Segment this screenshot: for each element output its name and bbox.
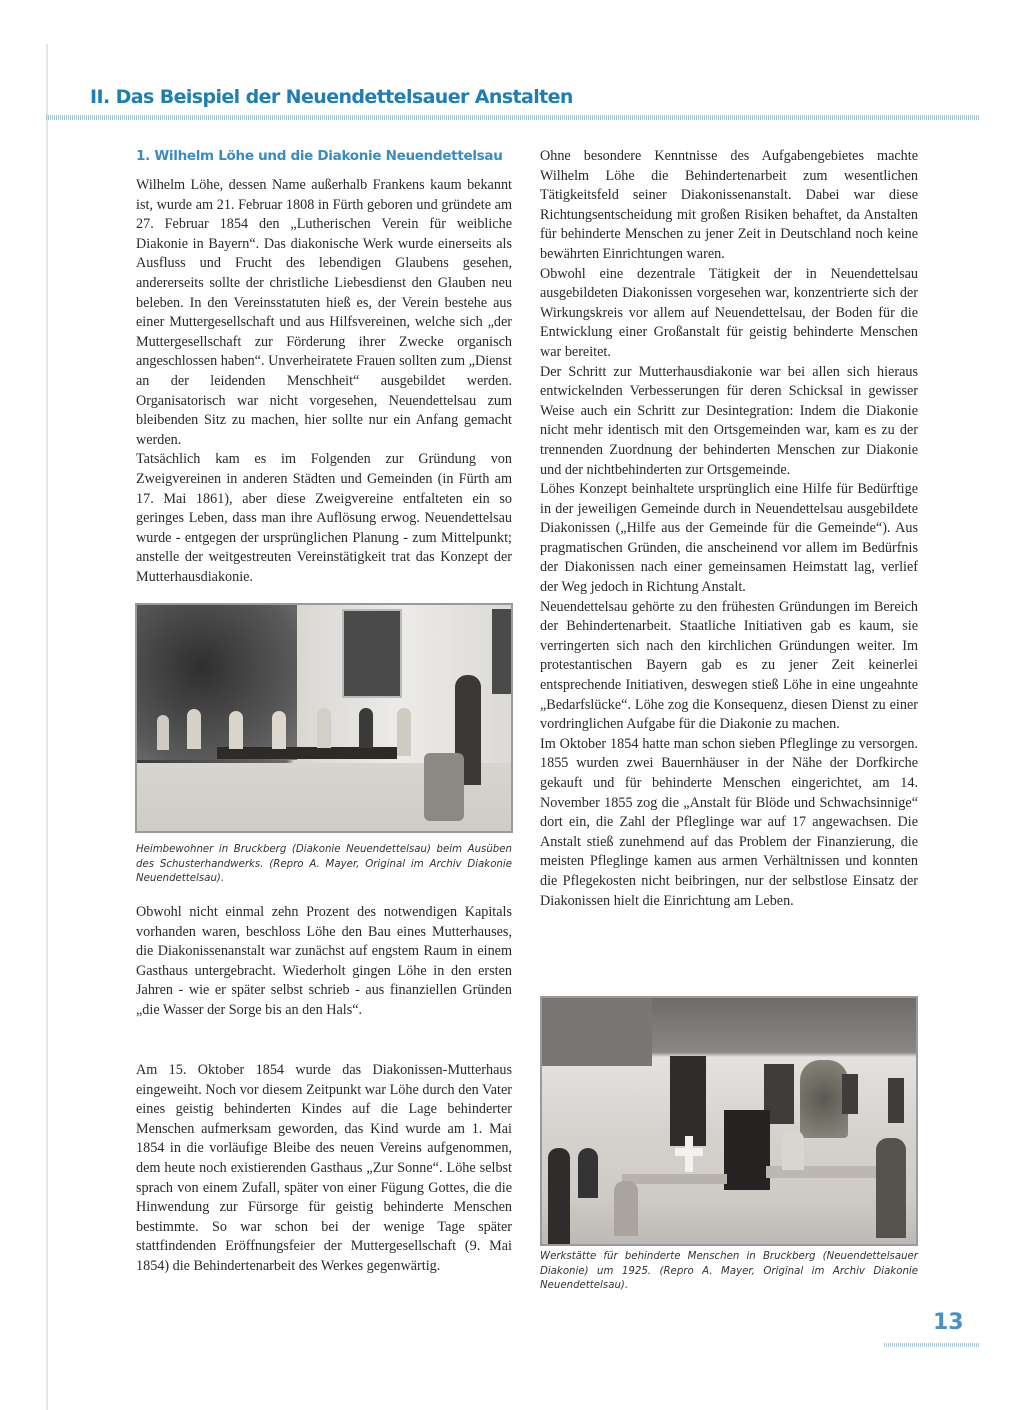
photo-shoemakers bbox=[135, 603, 513, 833]
paragraph: Ohne besondere Kenntnisse des Aufgabengebietes machte Wilhelm Löhe die Behindertenarbeit zum wesentlichen Tätigkeitsfeld seiner Diakonissenanstalt. Dabei war diese Richtungsentscheidung mit großen Risiken behaftet, da Anstalten für behinderte Menschen zu jener Zeit in Deutschland noch keine bewährten Einrichtungen waren. bbox=[540, 148, 918, 262]
chapter-title: II. Das Beispiel der Neuendettelsauer Anstalten bbox=[90, 86, 573, 108]
paragraph: Im Oktober 1854 hatte man schon sieben Pfleglinge zu versorgen. 1855 wurden zwei Bauernhäuser in der Nähe der Dorfkirche gekauft und für behinderte Menschen eingerichtet, am 14. November 1855 zog die „Anstalt für Blöde und Schwachsinnige“ dort ein, die Zahl der Pfleglinge war auf 17 angewachsen. Die Anstalt stieß zunehmend auf das Problem der Finanzierung, die meisten Pfleglinge kamen aus armen Verhältnissen und konnten die Pflegekosten nicht beibringen, nur der selbstlose Einsatz der Diakonissen hielt die Einrichtung am Leben. bbox=[540, 735, 918, 909]
figure-caption-1-wrap bbox=[136, 843, 512, 887]
figure-caption: Heimbewohner in Bruckberg (Diakonie Neuendettelsau) beim Ausüben des Schusterhandwerks. (Repro A. Mayer, Original im Archiv Diakonie Neuendettelsau). bbox=[136, 844, 512, 884]
paragraph: Wilhelm Löhe, dessen Name außerhalb Frankens kaum bekannt ist, wurde am 21. Februar 1808 in Fürth geboren und gründete am 27. Februar 1854 den „Lutherischen Verein für weibliche Diakonie in Bayern“. Das diakonische Werk wurde einerseits als Ausfluss und Frucht des lebendigen Glaubens gesehen, andererseits sollte der christliche Liebesdienst den Glauben neu beleben. In den Vereinsstatuten hieß es, der Verein bestehe aus einer Muttergesellschaft und aus Hilfsvereinen, welche sich „der Muttergesellschaft zur Förderung ihrer Zwecke organisch angeschlossen haben“. Unverheiratete Frauen sollten zum „Dienst an der leidenden Menschheit“ ausgebildet werden. Organisatorisch war nicht vorgesehen, Neuendettelsau zum bleibenden Sitz zu machen, hier sollte nur ein Anfang gemacht werden. bbox=[136, 177, 512, 448]
figure-caption-2-wrap bbox=[540, 1250, 918, 1294]
chapter-title-rule bbox=[46, 115, 980, 120]
paragraph: Neuendettelsau gehörte zu den frühesten Gründungen im Bereich der Behindertenarbeit. Staatliche Initiativen gab es kaum, sie verringerten sich nach den kirchlichen Gründungen weiter. Im protestantischen Bayern gab es zu jener Zeit keinerlei entsprechende Initiativen, deswegen stieß Löhe in eine ungeahnte „Bedarfslücke“. Löhe zog die Konsequenz, diesen Dienst zu einer vordringlichen Aufgabe für die Diakonie zu machen. bbox=[540, 598, 918, 733]
paragraph: Obwohl eine dezentrale Tätigkeit der in Neuendettelsau ausgebildeten Diakonissen vorgesehen war, konzentrierte sich der Wirkungskreis vor allem auf Neuendettelsau, der Boden für die Entwicklung einer Großanstalt für geistig behinderte Menschen war bereitet. bbox=[540, 265, 918, 360]
left-column-middle bbox=[136, 903, 512, 1021]
page-number-rule bbox=[884, 1343, 980, 1347]
paragraph: Löhes Konzept beinhaltete ursprünglich eine Hilfe für Bedürftige in der jeweiligen Gemeinde durch in Neuendettelsau ausgebildete Diakonissen („Hilfe aus der Gemeinde für die Gemeinde“). Aus pragmatischen Gründen, die anscheinend vor allem im Bedürfnis der Diakonissen nach einer gemeinsamen Heimstatt lag, verlief der Weg jedoch in Richtung Anstalt. bbox=[540, 481, 918, 596]
left-margin-line bbox=[46, 44, 48, 1410]
paragraph: Der Schritt zur Mutterhausdiakonie war bei allen sich hieraus entwickelnden Verbesserungen für deren Schicksal in gewisser Weise auch ein Schritt zur Desintegration: Indem die Diakonie nicht mehr identisch mit den Ortsgemeinden war, kam es zu der trennenden Zuordnung der behinderten Menschen zur Diakonie und der nichtbehinderten zur Ortsgemeinde. bbox=[540, 363, 918, 478]
left-column-top bbox=[136, 176, 512, 587]
paragraph: Obwohl nicht einmal zehn Prozent des notwendigen Kapitals vorhanden waren, beschloss Löhe den Bau eines Mutterhauses, die Diakonissenanstalt war zunächst auf engstem Raum in einem Gasthaus untergebracht. Wiederholt gingen Löhe in den ersten Jahren - wie er später selbst schrieb - aus finanziellen Gründen „die Wasser der Sorge bis an den Hals“. bbox=[136, 904, 512, 1018]
page-number: 13 bbox=[933, 1310, 964, 1335]
left-column-bottom bbox=[136, 1061, 512, 1277]
paragraph: Tatsächlich kam es im Folgenden zur Gründung von Zweigvereinen in anderen Städten und Gemeinden (in Fürth am 17. Mai 1861), aber diese Zweigvereine entfalteten ein so geringes Leben, dass man ihre Auflösung erwog. Neuendettelsau wurde - entgegen der ursprünglichen Planung - zum Mittelpunkt; anstelle der weitgestreuten Vereinstätigkeit trat das Konzept der Mutterhausdiakonie. bbox=[136, 451, 512, 585]
right-column bbox=[540, 147, 918, 911]
figure-caption: Werkstätte für behinderte Menschen in Bruckberg (Neuendettelsauer Diakonie) um 1925. (Repro A. Mayer, Original im Archiv Diakonie Neuendettelsau). bbox=[540, 1251, 918, 1291]
photo-workshop bbox=[540, 996, 918, 1246]
section-title: 1. Wilhelm Löhe und die Diakonie Neuendettelsau bbox=[136, 148, 503, 164]
paragraph: Am 15. Oktober 1854 wurde das Diakonissen-Mutterhaus eingeweiht. Noch vor diesem Zeitpunkt war Löhe durch den Vater eines geistig behinderten Kindes auf die Lage behinderter Menschen aufmerksam geworden, das Kind wurde am 1. Mai 1854 in die vorläufige Bleibe des neuen Vereins aufgenommen, dem heute noch existierenden Gasthaus „Zur Sonne“. Löhe selbst sprach von einem Zufall, später von einer Fügung Gottes, die die Hinwendung zur Fürsorge für geistig behinderte Menschen bestimmte. So war schon bei der wenige Tage später stattfindenden Eröffnungsfeier der Muttergesellschaft (9. Mai 1854) die Behindertenarbeit des Werkes gegenwärtig. bbox=[136, 1062, 512, 1274]
